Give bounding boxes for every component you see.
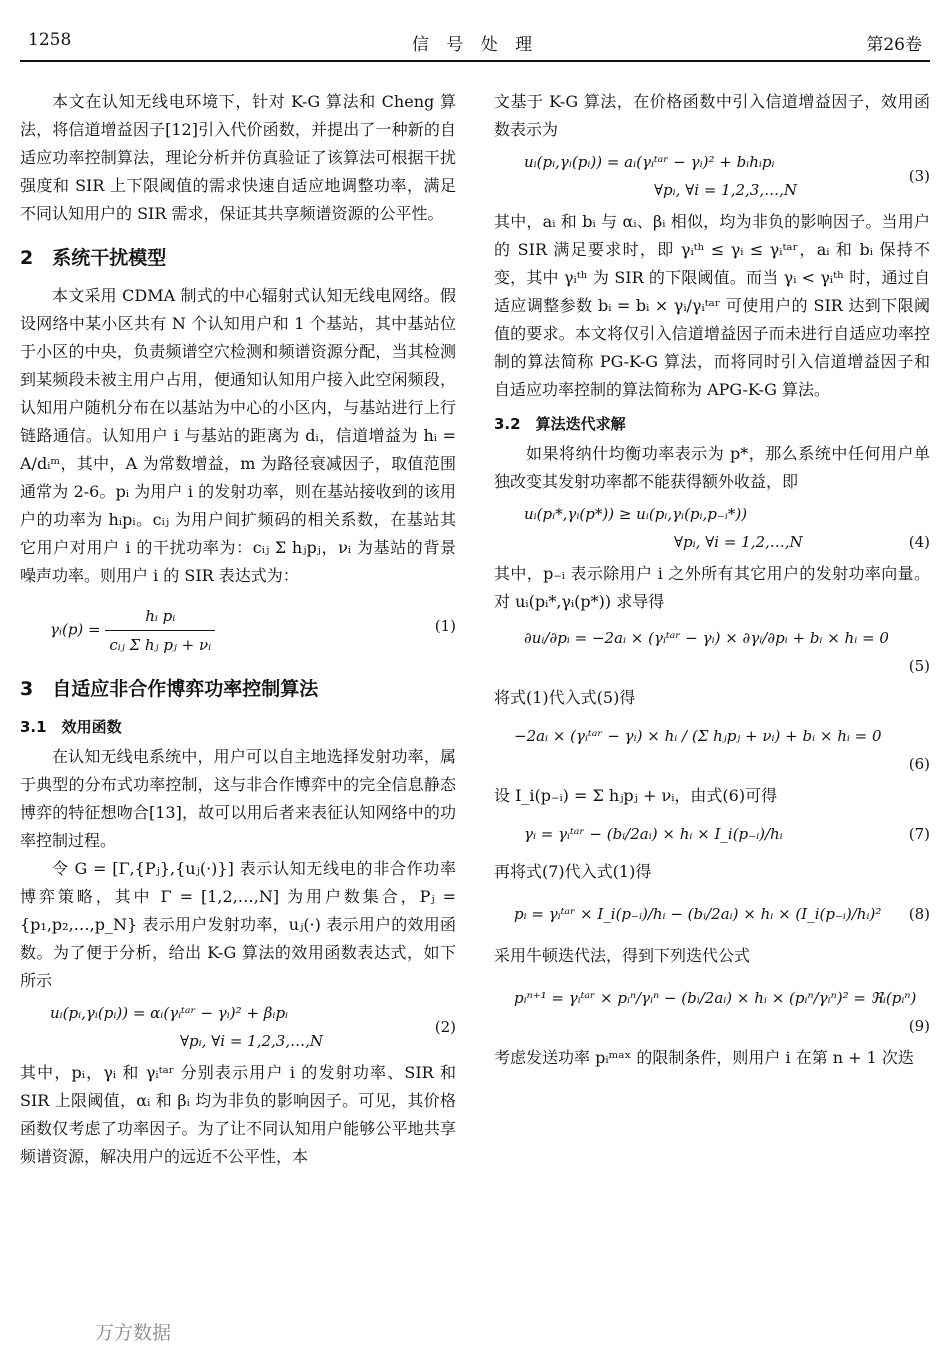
eq-line: pᵢ = γᵢᵗᵃʳ × I_i(p₋ᵢ)/hᵢ − (bᵢ/2aᵢ) × hᵢ × (I_i(p₋ᵢ)/hᵢ)²	[514, 905, 882, 923]
paragraph: 如果将纳什均衡功率表示为 p*，那么系统中任何用户单独改变其发射功率都不能获得额外收益，即	[494, 444, 930, 491]
eq-numerator: hᵢ pᵢ	[105, 602, 215, 631]
volume-label: 第26卷	[866, 35, 922, 55]
equation-2	[50, 999, 456, 1055]
paragraph: 令 G = [Γ,{Pⱼ},{uⱼ(·)}] 表示认知无线电的非合作功率博弈策略，其中 Γ = [1,2,…,N] 为用户数集合，Pⱼ = {p₁,p₂,…,p_N} 表示用户发射功率，uⱼ(·) 表示用户的效用函数。为了便于分析，给出 K-G 算法的效用函数表达式，如下所示	[20, 859, 456, 990]
section-heading: 2 系统干扰模型	[20, 247, 167, 269]
paragraph: 其中，p₋ᵢ 表示除用户 i 之外所有其它用户的发射功率向量。对 uᵢ(pᵢ*,γᵢ(p*)) 求导得	[494, 564, 930, 611]
eq-denominator: cᵢⱼ Σ hⱼ pⱼ + νᵢ	[109, 636, 212, 654]
equation-7	[524, 820, 930, 848]
paragraph: 其中，pᵢ，γᵢ 和 γᵢᵗᵃʳ 分别表示用户 i 的发射功率、SIR 和 SIR 上限阈值，αᵢ 和 βᵢ 均为非负的影响因子。可见，其价格函数仅考虑了功率因子。为了让不同认知用户能够公平地共享频谱资源，解决用户的远近不公平性，本	[20, 1063, 456, 1166]
equation-number: (7)	[908, 825, 930, 843]
eq-line: γᵢ = γᵢᵗᵃʳ − (bᵢ/2aᵢ) × hᵢ × I_i(p₋ᵢ)/hᵢ	[524, 825, 783, 843]
paragraph: 本文在认知无线电环境下，针对 K-G 算法和 Cheng 算法，将信道增益因子[12]引入代价函数，并提出了一种新的自适应功率控制算法，理论分析并仿真验证了该算法可根据干扰强度和 SIR 上下限阈值的需求快速自适应地调整功率，满足不同认知用户的 SIR 需求，保证其共享频谱资源的公平性。	[20, 92, 456, 223]
equation-9	[514, 984, 930, 1040]
equation-1	[50, 602, 456, 659]
eq-line: ∀pᵢ, ∀i = 1,2,3,…,N	[654, 181, 797, 199]
equation-number: (6)	[908, 755, 930, 773]
paragraph: 考虑发送功率 pᵢᵐᵃˣ 的限制条件，则用户 i 在第 n + 1 次迭	[494, 1048, 914, 1067]
paragraph: 其中，aᵢ 和 bᵢ 与 αᵢ、βᵢ 相似，均为非负的影响因子。当用户的 SIR 满足要求时，即 γᵢᵗʰ ≤ γᵢ ≤ γᵢᵗᵃʳ，aᵢ 和 bᵢ 保持不变，其中 γᵢᵗʰ 为 SIR 的下限阈值。而当 γᵢ < γᵢᵗʰ 时，通过自适应调整参数 bᵢ = bᵢ × γᵢ/γᵢᵗᵃʳ 可使用户的 SIR 达到下限阈值的要求。本文将仅引入信道增益因子而未进行自适应功率控制的算法简称 PG-K-G 算法，而将同时引入信道增益因子和自适应功率控制的算法简称为 APG-K-G 算法。	[494, 212, 930, 399]
eq-line: uᵢ(pᵢ*,γᵢ(p*)) ≥ uᵢ(pᵢ,γᵢ(pᵢ,p₋ᵢ*))	[524, 505, 748, 523]
paragraph: 文基于 K-G 算法，在价格函数中引入信道增益因子，效用函数表示为	[494, 92, 930, 139]
page-number: 1258	[28, 30, 72, 50]
equation-number: (1)	[434, 617, 456, 635]
eq-line: ∂uᵢ/∂pᵢ = −2aᵢ × (γᵢᵗᵃʳ − γᵢ) × ∂γᵢ/∂pᵢ + bᵢ × hᵢ = 0	[524, 629, 889, 647]
eq-line: uᵢ(pᵢ,γᵢ(pᵢ)) = αᵢ(γᵢᵗᵃʳ − γᵢ)² + βᵢpᵢ	[50, 1004, 289, 1022]
equation-number: (3)	[908, 167, 930, 185]
equation-number: (5)	[908, 657, 930, 675]
eq-line: −2aᵢ × (γᵢᵗᵃʳ − γᵢ) × hᵢ / (Σ hⱼpⱼ + νᵢ) + bᵢ × hᵢ = 0	[514, 727, 882, 745]
equation-number: (8)	[908, 905, 930, 923]
paragraph: 在认知无线电系统中，用户可以自主地选择发射功率，属于典型的分布式功率控制，这与非合作博弈中的完全信息静态博弈的特征想吻合[13]，故可以用后者来表征认知网络中的功率控制过程。	[20, 747, 456, 850]
eq-line: uᵢ(pᵢ,γᵢ(pᵢ)) = aᵢ(γᵢᵗᵃʳ − γᵢ)² + bᵢhᵢpᵢ	[524, 153, 775, 171]
journal-title: 信 号 处 理	[411, 35, 539, 55]
subsection-heading: 3.1 效用函数	[20, 718, 122, 736]
equation-6	[514, 722, 930, 778]
eq-line: pᵢⁿ⁺¹ = γᵢᵗᵃʳ × pᵢⁿ/γᵢⁿ − (bᵢ/2aᵢ) × hᵢ × (pᵢⁿ/γᵢⁿ)² = ℜᵢ(pᵢⁿ)	[514, 989, 917, 1007]
page-header	[0, 28, 950, 62]
eq-line: ∀pᵢ, ∀i = 1,2,3,…,N	[180, 1032, 323, 1050]
equation-number: (2)	[434, 1018, 456, 1036]
watermark: 万方数据	[95, 1322, 172, 1344]
equation-4	[524, 500, 930, 556]
left-column	[20, 88, 456, 1171]
header-rule	[20, 60, 930, 62]
paragraph: 将式(1)代入式(5)得	[494, 688, 636, 707]
subsection-heading: 3.2 算法迭代求解	[494, 415, 626, 433]
paragraph: 本文采用 CDMA 制式的中心辐射式认知无线电网络。假设网络中某小区共有 N 个认知用户和 1 个基站，其中基站位于小区的中央，负责频谱空穴检测和频谱资源分配，当其检测到某频段未被主用户占用，便通知认知用户接入此空闲频段，认知用户随机分布在以基站为中心的小区内，与基站进行上行链路通信。认知用户 i 与基站的距离为 dᵢ，信道增益为 hᵢ = A/dᵢᵐ，其中，A 为常数增益，m 为路径衰减因子，取值范围通常为 2-6。pᵢ 为用户 i 的发射功率，则在基站接收到的该用户的功率为 hᵢpᵢ。cᵢⱼ 为用户间扩频码的相关系数，在基站其它用户对用户 i 的干扰功率为：cᵢⱼ Σ hⱼpⱼ，νᵢ 为基站的背景噪声功率。则用户 i 的 SIR 表达式为：	[20, 286, 456, 585]
paragraph: 再将式(7)代入式(1)得	[494, 862, 652, 881]
eq-lhs: γᵢ(p) =	[50, 620, 101, 639]
equation-8	[514, 900, 930, 928]
eq-fraction	[105, 602, 215, 659]
section-heading: 3 自适应非合作博弈功率控制算法	[20, 678, 319, 700]
equation-5	[524, 624, 930, 680]
paragraph: 设 I_i(p₋ᵢ) = Σ hⱼpⱼ + νᵢ，由式(6)可得	[494, 786, 778, 805]
eq-line: ∀pᵢ, ∀i = 1,2,…,N	[674, 533, 803, 551]
paragraph: 采用牛顿迭代法，得到下列迭代公式	[494, 946, 751, 965]
equation-number: (9)	[908, 1017, 930, 1035]
right-column	[494, 88, 930, 1072]
equation-3	[524, 148, 930, 204]
equation-number: (4)	[908, 533, 930, 551]
